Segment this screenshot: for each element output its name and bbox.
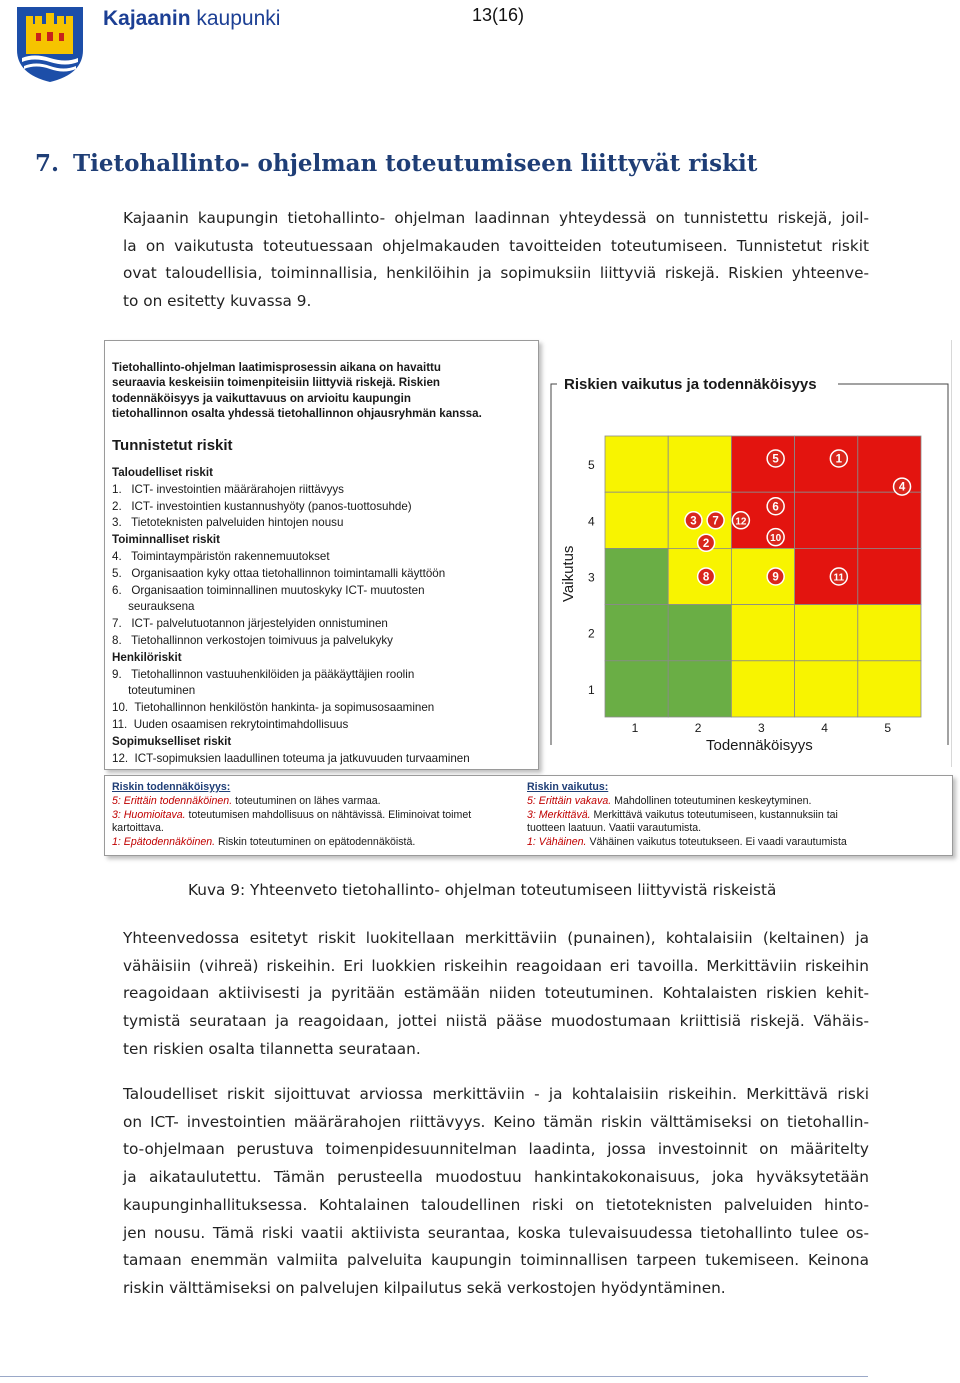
matrix-cell-red — [858, 436, 921, 492]
risk-item: 6. Organisaation toiminnallinen muutoskyky ICT- muutosten — [112, 583, 425, 597]
city-coat-of-arms-logo — [14, 4, 86, 84]
matrix-cell-red — [795, 492, 858, 548]
impact-legend: Riskin vaikutus: 5: Erittäin vakava. Mahdollinen toteutuminen keskeytyminen. 3: Merkittävä. Merkittävä vaikutus toteutumiseen, kustannuksiin tai tuotteen laatuun. Vaatii varautumista. 1: Vähäinen. Vähäinen vaikutus toteutukseen. Ei vaadi varautumista — [527, 781, 847, 849]
body-paragraph-2 — [123, 1081, 869, 1303]
risk-item: 9. Tietohallinnon vastuuhenkilöiden ja pääkäyttäjien roolin — [112, 667, 415, 681]
risk-category-heading: Sopimukselliset riskit — [112, 734, 232, 748]
y-tick-label: 1 — [588, 682, 595, 697]
matrix-cell-yellow — [731, 661, 794, 717]
risk-matrix — [549, 340, 951, 767]
y-tick-label: 4 — [588, 514, 595, 529]
text-line: la on vaikutusta toteutuessaan ohjelmakauden tavoitteiden toteutumiseen. Tunnistetut riskit — [123, 236, 869, 255]
y-axis-label: Vaikutus — [560, 545, 577, 602]
matrix-cell-yellow — [731, 605, 794, 661]
matrix-cell-green — [605, 548, 668, 604]
figure-caption: Kuva 9: Yhteenveto tietohallinto- ohjelman toteutumiseen liittyvistä riskeistä — [188, 881, 777, 899]
risk-category-heading: Toiminnalliset riskit — [112, 533, 221, 547]
page-number: 13(16) — [472, 5, 525, 25]
figure-intro: Tietohallinto-ohjelman laatimisprosessin aikana on havaittu seuraavia keskeisiin toimenpiteisiin liittyviä riskejä. Riskien todennäköisyys ja vaikuttavuus on arvioitu kaupungin tietohallinnon osalta yhdessä tietohallinnon ohjausryhmän kanssa. — [112, 361, 482, 421]
matrix-cell-yellow — [858, 661, 921, 717]
risk-marker-3 — [685, 512, 702, 529]
risk-marker-10 — [767, 529, 784, 546]
risk-item: toteutuminen — [112, 684, 196, 698]
risk-marker-6 — [767, 498, 784, 515]
risk-item: seurauksena — [112, 600, 195, 614]
risk-marker-label: 12 — [735, 516, 747, 528]
y-tick-label: 3 — [588, 570, 595, 585]
risk-marker-label: 11 — [833, 572, 845, 584]
text-line: kaupunginhallituksessa. Kohtalainen taloudellinen riski on tietoteknisten palveluiden hinto- — [123, 1195, 869, 1214]
body-paragraph-1 — [123, 925, 869, 1064]
intro-paragraph — [123, 205, 869, 316]
x-tick-label: 2 — [694, 721, 702, 735]
x-tick-label: 3 — [758, 721, 765, 735]
risk-item: 10. Tietohallinnon henkilöstön hankinta- ja sopimusosaaminen — [112, 701, 435, 715]
matrix-title: Riskien vaikutus ja todennäköisyys — [564, 376, 817, 393]
text-line: on ICT- investointien määrärahojen riittävyys. Keino tämän riskin välttämiseksi on tietohallin- — [123, 1112, 869, 1131]
text-line: to on esitetty kuvassa 9. — [123, 292, 312, 311]
y-tick-label: 5 — [588, 458, 595, 473]
risk-category-heading: Henkilöriskit — [112, 650, 182, 664]
matrix-cell-red — [731, 436, 794, 492]
text-line: vähäisiin (vihreä) riskeihin. Eri luokkien riskeihin reagoidaan eri tavoilla. Merkittäviin riskeihin — [123, 956, 869, 975]
x-axis-label: Todennäköisyys — [706, 737, 813, 754]
risk-legend — [104, 775, 953, 856]
risk-item: 7. ICT- palvelutuotannon järjestelyiden onnistuminen — [112, 617, 388, 631]
footer-divider — [0, 1376, 868, 1377]
text-line: reagoidaan aktiivisesti ja pyritään estämään niiden toteutuminen. Kohtalaisten riskien kehit- — [123, 984, 869, 1003]
matrix-cell-yellow — [605, 492, 668, 548]
matrix-cell-red — [858, 492, 921, 548]
risk-item: 4. Toimintaympäristön rakennemuutokset — [112, 549, 330, 563]
matrix-cell-yellow — [731, 548, 794, 604]
text-line: Taloudelliset riskit sijoittuvat arviossa merkittäviin - ja kohtalaisiin riskeihin. Merkittävä riski — [123, 1085, 869, 1103]
matrix-cell-green — [668, 661, 731, 717]
risk-marker-label: 7 — [712, 515, 719, 528]
risk-list-panel — [104, 340, 539, 770]
risk-item: 11. Uuden osaamisen rekrytointimahdollisuus — [112, 717, 349, 731]
risk-marker-label: 3 — [690, 515, 697, 528]
matrix-cell-red — [795, 436, 858, 492]
probability-legend: Riskin todennäköisyys: 5: Erittäin todennäköinen. toteutuminen on lähes varmaa. 3: Huomioitava. toteutumisen mahdollisuus on nähtävissä. Eliminoivat toimet kartoittava. 1: Epätodennäköinen. Riskin toteutuminen on epätodennäköistä. — [112, 781, 472, 849]
x-tick-label: 4 — [821, 721, 828, 735]
risk-marker-7 — [707, 512, 724, 529]
risk-list-heading: Tunnistetut riskit — [112, 437, 233, 454]
matrix-cell-yellow — [858, 605, 921, 661]
risk-marker-12 — [732, 512, 749, 529]
risk-marker-label: 1 — [835, 453, 843, 466]
section-heading: 7. Tietohallinto- ohjelman toteutumiseen liittyvät riskit — [35, 150, 758, 177]
matrix-cell-red — [795, 548, 858, 604]
text-line: ten riskien osalta tilannetta seurataan. — [123, 1039, 421, 1058]
risk-marker-label: 8 — [702, 571, 710, 584]
risk-item: 1. ICT- investointien määrärahojen riittävyys — [112, 482, 344, 496]
risk-marker-9 — [767, 568, 784, 585]
risk-item: 8. Tietohallinnon verkostojen toimivuus ja palvelukyky — [112, 633, 393, 647]
organization-name: Kajaanin kaupunki — [103, 7, 281, 30]
text-line: ja aikataulutettu. Tämän perusteella muodostuu hankintakokonaisuus, joka hyväksytetään — [123, 1168, 869, 1187]
risk-marker-label: 9 — [772, 571, 779, 584]
text-line: to-ohjelmaan perustuva toimenpidesuunnitelman laadinta, jossa investoinnit on määritelty — [123, 1140, 869, 1159]
text-line: Yhteenvedossa esitetyt riskit luokitellaan merkittäviin (punainen), kohtalaisiin (keltainen) ja — [123, 929, 869, 947]
risk-marker-label: 6 — [772, 501, 779, 514]
risk-marker-label: 2 — [702, 537, 710, 550]
risk-item: 12. ICT-sopimuksien laadullinen toteuma ja jatkuvuuden turvaaminen — [112, 751, 470, 765]
text-line: tamaan enemmän valmiita palveluita kaupungin toiminnallisen tarpeen tukemiseen. Keinona — [123, 1251, 869, 1270]
risk-marker-1 — [830, 450, 847, 467]
risk-category-heading: Taloudelliset riskit — [112, 466, 213, 479]
matrix-cell-green — [668, 605, 731, 661]
risk-item: 3. Tietoteknisten palveluiden hintojen nousu — [112, 516, 344, 530]
text-line: jen nousu. Tämä riski vaatii aktiivista seurantaa, koska tulevaisuudessa tietohallinto tulee os- — [123, 1223, 869, 1242]
x-tick-label: 1 — [631, 721, 639, 735]
risk-marker-label: 4 — [898, 481, 906, 494]
risk-list — [112, 465, 470, 767]
text-line: Kajaanin kaupungin tietohallinto- ohjelman laadinnan yhteydessä on tunnistettu riskejä, joil- — [123, 209, 869, 227]
x-tick-label: 5 — [884, 721, 892, 735]
matrix-cell-yellow — [795, 605, 858, 661]
risk-marker-label: 10 — [770, 533, 782, 545]
risk-item: 5. Organisaation kyky ottaa tietohallinnon toimintamalli käyttöön — [112, 566, 446, 580]
risk-marker-5 — [767, 450, 784, 467]
risk-item: 2. ICT- investointien kustannushyöty (panos-tuottosuhde) — [112, 499, 412, 513]
risk-marker-4 — [894, 478, 911, 495]
matrix-cell-green — [605, 661, 668, 717]
matrix-cell-yellow — [605, 436, 668, 492]
risk-marker-11 — [830, 568, 847, 585]
matrix-cell-yellow — [795, 661, 858, 717]
text-line: riskin välttämiseksi on palvelujen kilpailutus sekä verkostojen hyödyntäminen. — [123, 1278, 726, 1297]
risk-marker-label: 5 — [772, 453, 779, 466]
matrix-cell-yellow — [668, 436, 731, 492]
matrix-cell-red — [858, 548, 921, 604]
text-line: ovat taloudellisia, toiminnallisia, henkilöihin ja sopimuksiin liittyviä riskejä. Riskien yhteenve- — [123, 264, 869, 283]
risk-matrix-panel — [549, 340, 952, 767]
y-tick-label: 2 — [588, 626, 595, 641]
matrix-cell-green — [605, 605, 668, 661]
text-line: tymistä seurataan ja reagoidaan, jottei niistä pääse muodostumaan kriittisiä riskejä. Vähäis- — [123, 1012, 869, 1031]
risk-marker-2 — [698, 534, 715, 551]
risk-marker-8 — [698, 568, 715, 585]
